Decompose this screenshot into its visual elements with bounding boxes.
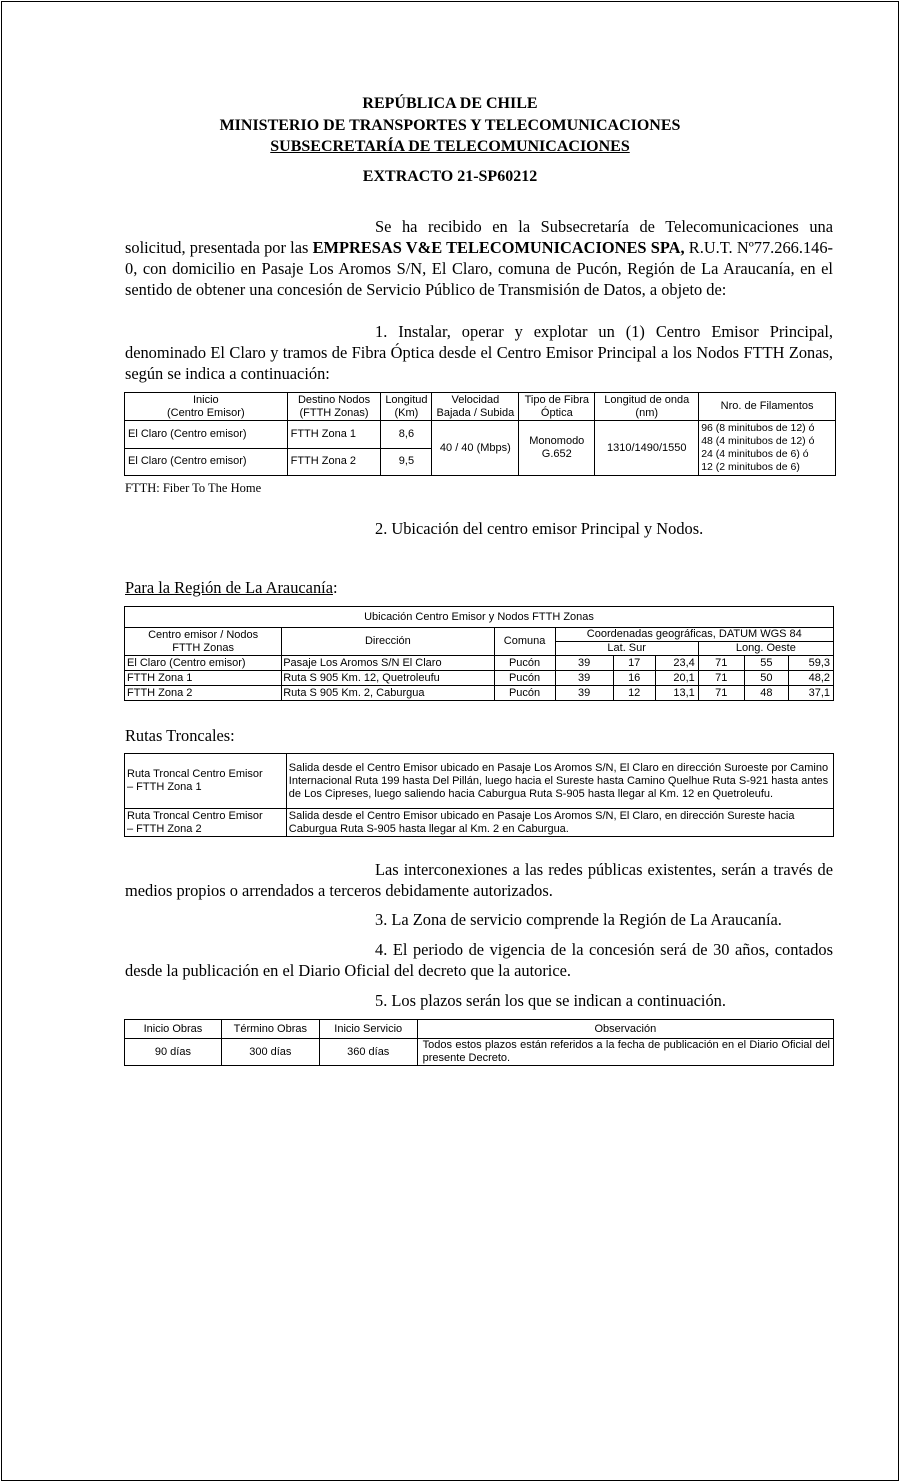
cell-lat-s: 20,1 [655, 671, 698, 686]
header-subsecretaria [0, 137, 900, 157]
cell-direccion: Ruta S 905 Km. 12, Quetroleufu [282, 671, 494, 686]
cell-lon-g: 71 [698, 656, 744, 671]
cell-lon-s: 59,3 [788, 656, 833, 671]
cell-lon-m: 55 [744, 656, 788, 671]
location-table-title: Ubicación Centro Emisor y Nodos FTTH Zonas [125, 607, 834, 628]
item-1-text: 1. Instalar, operar y explotar un (1) Centro Emisor Principal, denominado El Claro y tramos de Fibra Óptica desde el Centro Emisor Principal a los Nodos FTTH Zonas, según se indica a continuación: [125, 322, 833, 383]
cell-lat-m: 16 [613, 671, 655, 686]
region-title [125, 577, 338, 598]
cell-comuna: Pucón [494, 671, 555, 686]
item-2 [125, 518, 833, 539]
cell-lat-g: 39 [555, 656, 613, 671]
route-2-name: Ruta Troncal Centro Emisor – FTTH Zona 2 [125, 809, 287, 837]
cell-lat-s: 23,4 [655, 656, 698, 671]
th-inicio: Inicio (Centro Emisor) [125, 393, 288, 421]
intro-part2: R.U.T. Nº77.266.146-0, con domicilio en Pasaje Los Aromos S/N, El Claro, comuna de Pucón, Región de La Araucanía, en el sentido de obtener una concesión de Servicio Público de Transmisión de Datos, a objeto de: [125, 238, 834, 299]
cell-inicio-obras: 90 días [125, 1039, 222, 1066]
rutas-title: Rutas Troncales: [125, 726, 235, 745]
table-row [125, 656, 834, 671]
th-centro: Centro emisor / Nodos FTTH Zonas [125, 628, 282, 656]
th-tipo-fibra: Tipo de Fibra Óptica [519, 393, 595, 421]
item-4 [125, 939, 833, 981]
cell-comuna: Pucón [494, 686, 555, 701]
cell-r1-destino: FTTH Zona 1 [287, 421, 381, 449]
ftth-note: FTTH: Fiber To The Home [125, 481, 262, 495]
th-termino-obras: Término Obras [221, 1020, 319, 1039]
cell-observacion: Todos estos plazos están referidos a la fecha de publicación en el Diario Oficial del presente Decreto. [417, 1039, 833, 1066]
cell-direccion: Ruta S 905 Km. 2, Caburgua [282, 686, 494, 701]
item-5-text: 5. Los plazos serán los que se indican a continuación. [375, 991, 726, 1010]
th-destino: Destino Nodos (FTTH Zonas) [287, 393, 381, 421]
intro-part1: Se ha recibido en la Subsecretaría de Telecomunicaciones una solicitud, presentada por las [125, 217, 833, 257]
header-ministerio: MINISTERIO DE TRANSPORTES Y TELECOMUNICACIONES [219, 117, 681, 134]
cell-lat-m: 17 [613, 656, 655, 671]
cell-r1-longitud: 8,6 [381, 421, 432, 449]
cell-centro: El Claro (Centro emisor) [125, 656, 282, 671]
item-4-text: 4. El periodo de vigencia de la concesión será de 30 años, contados desde la publicación en el Diario Oficial del decreto que la autorice. [125, 940, 833, 980]
route-2-desc: Salida desde el Centro Emisor ubicado en Pasaje Los Aromos S/N, El Claro, en dirección Sureste hacia Caburgua Ruta S-905 hasta llegar al Km. 2 en Caburgua. [286, 809, 833, 837]
cell-lat-g: 39 [555, 671, 613, 686]
cell-lon-g: 71 [698, 671, 744, 686]
item-3-text: 3. La Zona de servicio comprende la Región de La Araucanía. [375, 910, 782, 929]
header-republica: REPÚBLICA DE CHILE [362, 95, 538, 112]
region-title-text: Para la Región de La Araucanía [125, 578, 333, 597]
item-1 [125, 321, 833, 384]
th-longitud: Longitud (Km) [381, 393, 432, 421]
cell-lon-g: 71 [698, 686, 744, 701]
th-direccion: Dirección [282, 628, 494, 656]
th-velocidad: Velocidad Bajada / Subida [432, 393, 519, 421]
th-comuna: Comuna [494, 628, 555, 656]
item-5 [125, 990, 833, 1011]
cell-r2-longitud: 9,5 [381, 448, 432, 476]
th-lat-sur: Lat. Sur [555, 642, 698, 656]
company-name: EMPRESAS V&E TELECOMUNICACIONES SPA, [312, 238, 685, 257]
th-coordenadas: Coordenadas geográficas, DATUM WGS 84 [555, 628, 833, 642]
cell-tipo-fibra: Monomodo G.652 [519, 421, 595, 476]
cell-longitud-onda: 1310/1490/1550 [595, 421, 699, 476]
th-inicio-obras: Inicio Obras [125, 1020, 222, 1039]
item-3 [125, 909, 833, 930]
interconexiones-text: Las interconexiones a las redes públicas existentes, serán a través de medios propios o arrendados a terceros debidamente autorizados. [125, 860, 833, 900]
cell-r2-destino: FTTH Zona 2 [287, 448, 381, 476]
cell-filamentos: 96 (8 minitubos de 12) ó 48 (4 minitubos de 12) ó 24 (4 minitubos de 6) ó 12 (2 minitubos de 6) [699, 421, 836, 476]
location-table [124, 606, 834, 701]
cell-lat-g: 39 [555, 686, 613, 701]
table-row [125, 671, 834, 686]
cell-comuna: Pucón [494, 656, 555, 671]
region-title-colon: : [332, 578, 338, 597]
cell-direccion: Pasaje Los Aromos S/N El Claro [282, 656, 494, 671]
cell-centro: FTTH Zona 2 [125, 686, 282, 701]
cell-r2-inicio: El Claro (Centro emisor) [125, 448, 288, 476]
cell-termino-obras: 300 días [221, 1039, 319, 1066]
cell-lon-s: 37,1 [788, 686, 833, 701]
th-observacion: Observación [417, 1020, 833, 1039]
plazos-table [124, 1019, 834, 1066]
cell-lat-s: 13,1 [655, 686, 698, 701]
th-inicio-servicio: Inicio Servicio [319, 1020, 417, 1039]
routes-table [124, 753, 834, 837]
table-row [125, 686, 834, 701]
header-subsecretaria-text: SUBSECRETARÍA DE TELECOMUNICACIONES [270, 138, 630, 155]
cell-lon-m: 50 [744, 671, 788, 686]
cell-centro: FTTH Zona 1 [125, 671, 282, 686]
th-filamentos: Nro. de Filamentos [699, 393, 836, 421]
cell-inicio-servicio: 360 días [319, 1039, 417, 1066]
th-longitud-onda: Longitud de onda (nm) [595, 393, 699, 421]
cell-velocidad: 40 / 40 (Mbps) [432, 421, 519, 476]
cell-r1-inicio: El Claro (Centro emisor) [125, 421, 288, 449]
interconexiones-paragraph [125, 859, 833, 901]
extract-title: EXTRACTO 21-SP60212 [362, 168, 538, 185]
fiber-table [124, 392, 836, 476]
route-1-name: Ruta Troncal Centro Emisor – FTTH Zona 1 [125, 754, 287, 809]
cell-lat-m: 12 [613, 686, 655, 701]
cell-lon-s: 48,2 [788, 671, 833, 686]
item-2-text: 2. Ubicación del centro emisor Principal y Nodos. [375, 519, 704, 538]
route-1-desc: Salida desde el Centro Emisor ubicado en Pasaje Los Aromos S/N, El Claro en dirección Suroeste por Camino Internacional Ruta 199 hasta Del Pillán, luego hacia el Sureste hasta Camino Quelhue Ruta S-921 hasta antes de Los Cipreses, luego saliendo hacia Caburgua Ruta S-905 hasta llegar al Km. 12 en Quetroleufu. [286, 754, 833, 809]
th-long-oeste: Long. Oeste [698, 642, 833, 656]
intro-paragraph [125, 216, 833, 300]
cell-lon-m: 48 [744, 686, 788, 701]
